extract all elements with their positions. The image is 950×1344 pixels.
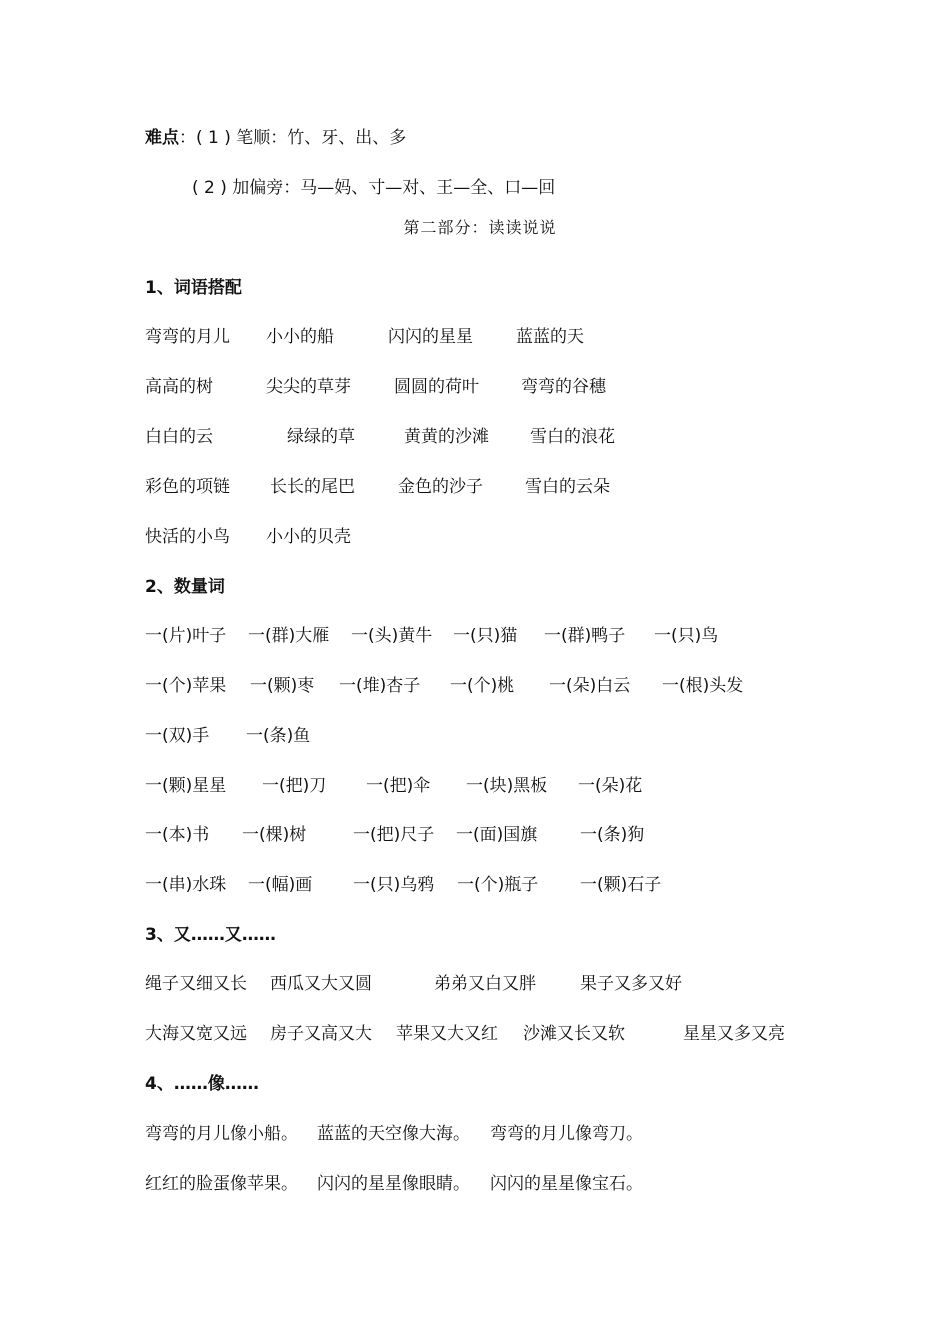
phrase-item: 星星又多又亮 [683,1024,785,1044]
phrase-item: 小小的船 [266,327,334,347]
phrase-item: 闪闪的星星 [388,327,473,347]
phrase-item: 高高的树 [145,377,213,397]
measure-word-item: 一(双)手 [145,726,210,746]
phrase-item: 快活的小鸟 [145,527,230,547]
phrase-item: 绿绿的草 [287,427,355,447]
measure-word-item: 一(串)水珠 [145,875,227,895]
section-heading-3: 3、又……又…… [145,925,276,945]
difficulty-stroke-order: ：( 1 ) 笔顺：竹、牙、出、多 [179,128,407,148]
sentence-item: 红红的脸蛋像苹果。 [145,1174,298,1194]
phrase-item: 圆圆的荷叶 [394,377,479,397]
measure-word-item: 一(只)鸟 [654,626,719,646]
measure-word-item: 一(堆)杏子 [339,676,421,696]
phrase-item: 长长的尾巴 [270,477,355,497]
measure-word-item: 一(片)叶子 [145,626,227,646]
phrase-item: 彩色的项链 [145,477,230,497]
phrase-item: 弯弯的月儿 [145,327,230,347]
measure-word-item: 一(头)黄牛 [351,626,433,646]
phrase-item: 小小的贝壳 [266,527,351,547]
section-heading-4: 4、……像…… [145,1074,259,1094]
measure-word-item: 一(条)狗 [580,825,645,845]
measure-word-item: 一(幅)画 [248,875,313,895]
phrase-item: 弯弯的谷穗 [521,377,606,397]
phrase-item: 黄黄的沙滩 [404,427,489,447]
phrase-item: 雪白的浪花 [530,427,615,447]
measure-word-item: 一(个)瓶子 [457,875,539,895]
phrase-item: 大海又宽又远 [145,1024,247,1044]
measure-word-item: 一(个)苹果 [145,676,227,696]
phrase-item: 苹果又大又红 [396,1024,498,1044]
measure-word-item: 一(个)桃 [450,676,515,696]
measure-word-item: 一(群)大雁 [248,626,330,646]
measure-word-item: 一(面)国旗 [456,825,538,845]
phrase-item: 金色的沙子 [398,477,483,497]
phrase-item: 房子又高又大 [270,1024,372,1044]
sentence-item: 闪闪的星星像宝石。 [490,1174,643,1194]
measure-word-item: 一(根)头发 [662,676,744,696]
measure-word-item: 一(把)尺子 [353,825,435,845]
measure-word-item: 一(条)鱼 [246,726,311,746]
phrase-item: 白白的云 [145,427,213,447]
sentence-item: 弯弯的月儿像小船。 [145,1124,298,1144]
section-heading-2: 2、数量词 [145,577,225,597]
phrase-item: 弟弟又白又胖 [434,974,536,994]
measure-word-item: 一(把)刀 [262,776,327,796]
measure-word-item: 一(颗)星星 [145,776,227,796]
phrase-item: 尖尖的草芽 [266,377,351,397]
measure-word-item: 一(只)乌鸦 [353,875,435,895]
measure-word-item: 一(本)书 [145,825,210,845]
measure-word-item: 一(朵)白云 [549,676,631,696]
phrase-item: 蓝蓝的天 [516,327,584,347]
measure-word-item: 一(颗)石子 [580,875,662,895]
measure-word-item: 一(朵)花 [578,776,643,796]
measure-word-item: 一(颗)枣 [250,676,315,696]
phrase-item: 雪白的云朵 [525,477,610,497]
difficulty-label: 难点 [145,128,179,148]
measure-word-item: 一(棵)树 [242,825,307,845]
sentence-item: 弯弯的月儿像弯刀。 [490,1124,643,1144]
phrase-item: 西瓜又大又圆 [270,974,372,994]
phrase-item: 绳子又细又长 [145,974,247,994]
difficulty-line-1 [145,126,406,150]
difficulty-line-2: ( 2 ) 加偏旁：马—妈、寸—对、王—全、口—回 [192,178,556,198]
section-heading-1: 1、词语搭配 [145,278,242,298]
sentence-item: 蓝蓝的天空像大海。 [317,1124,470,1144]
phrase-item: 沙滩又长又软 [523,1024,625,1044]
phrase-item: 果子又多又好 [580,974,682,994]
measure-word-item: 一(群)鸭子 [544,626,626,646]
sentence-item: 闪闪的星星像眼睛。 [317,1174,470,1194]
measure-word-item: 一(块)黑板 [466,776,548,796]
measure-word-item: 一(把)伞 [366,776,431,796]
part-title: 第二部分：读读说说 [403,218,557,237]
measure-word-item: 一(只)猫 [453,626,518,646]
